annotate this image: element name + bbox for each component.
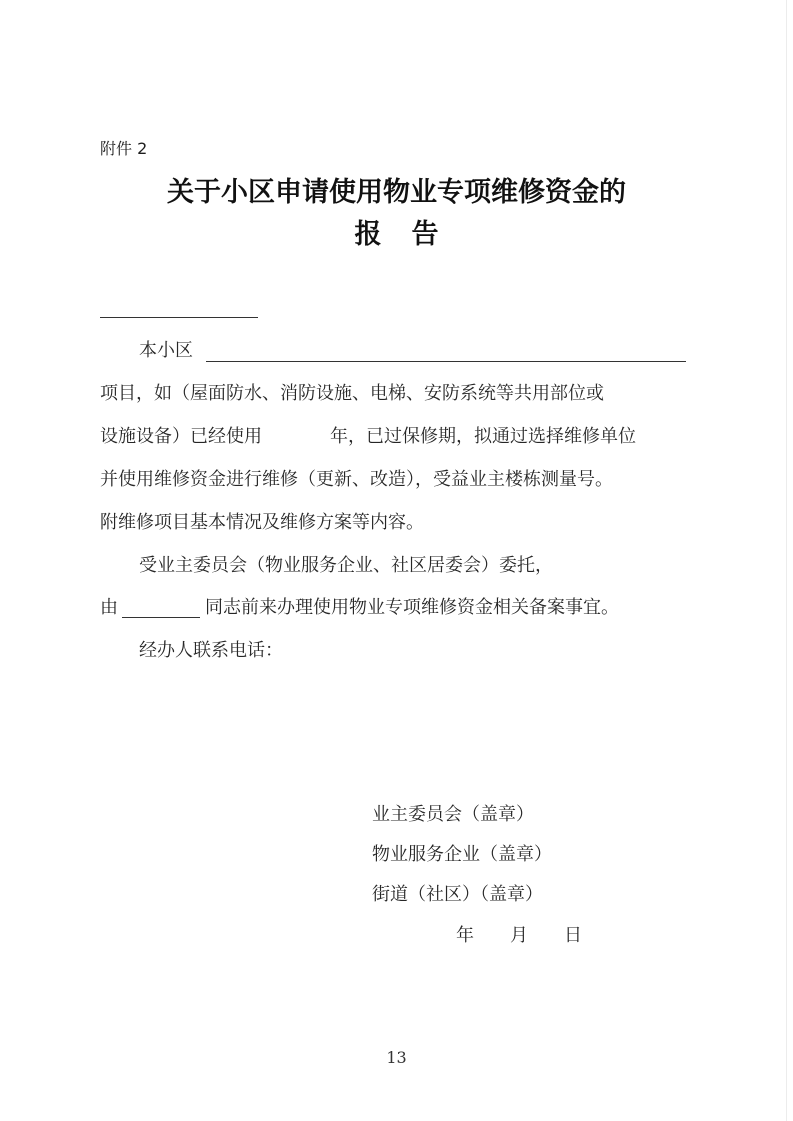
contact-phone-label: 经办人联系电话：	[139, 640, 283, 661]
page-number: 13	[386, 1048, 407, 1067]
owners-committee-seal: 业主委员会（盖章）	[372, 804, 534, 825]
body-p2-line2-a: 由	[100, 597, 118, 618]
document-title-line2: 报告	[354, 219, 469, 250]
agent-name-blank	[122, 617, 200, 618]
document-title-line1: 关于小区申请使用物业专项维修资金的	[167, 177, 626, 208]
body-p1-line1: 本小区	[139, 340, 193, 361]
body-p2-line1: 受业主委员会（物业服务企业、社区居委会）委托，	[139, 555, 553, 576]
body-p1-line3-a: 设施设备）已经使用	[100, 426, 262, 447]
recipient-blank-line	[100, 317, 258, 318]
date-year: 年	[456, 925, 474, 946]
body-p1-line2: 项目，如（屋面防水、消防设施、电梯、安防系统等共用部位或	[100, 383, 604, 404]
body-p2-line2-b: 同志前来办理使用物业专项维修资金相关备案事宜。	[205, 597, 619, 618]
date-month: 月	[510, 925, 528, 946]
date-day: 日	[564, 925, 582, 946]
property-company-seal: 物业服务企业（盖章）	[372, 844, 552, 865]
body-p1-line3-b: 年，已过保修期，拟通过选择维修单位	[330, 426, 636, 447]
page-edge	[786, 0, 787, 1121]
street-community-seal: 街道（社区）（盖章）	[372, 884, 543, 905]
body-p1-line5: 附维修项目基本情况及维修方案等内容。	[100, 512, 424, 533]
body-p1-line4: 并使用维修资金进行维修（更新、改造），受益业主楼栋测量号。	[100, 469, 613, 490]
attachment-label: 附件 2	[100, 139, 148, 158]
community-name-blank	[206, 361, 686, 362]
